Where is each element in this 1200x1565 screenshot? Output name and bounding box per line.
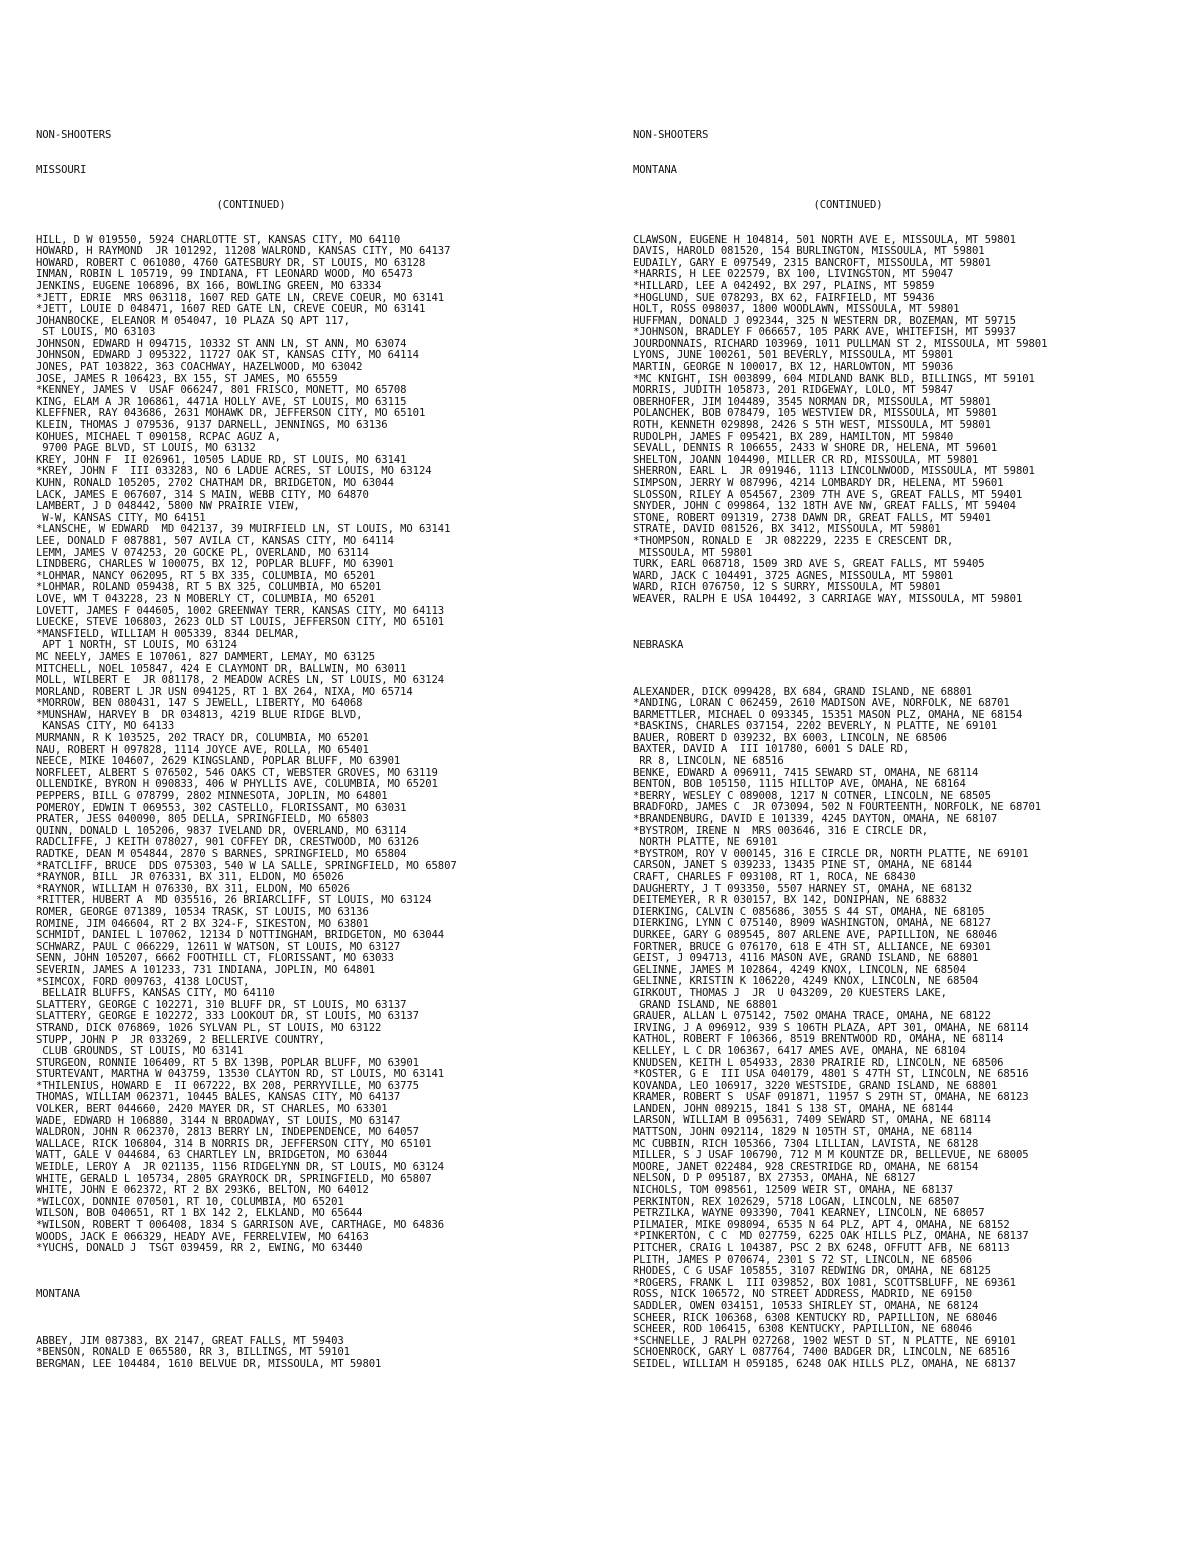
list-item: STUPP, JOHN P JR 033269, 2 BELLERIVE COUNTRY, <box>36 1033 325 1046</box>
list-item: BRADFORD, JAMES C JR 073094, 502 N FOURTEENTH, NORFOLK, NE 68701 <box>633 801 1042 814</box>
list-item: *BENSON, RONALD E 065580, RR 3, BILLINGS, MT 59101 <box>36 1346 350 1359</box>
state-heading: MISSOURI <box>36 163 87 176</box>
list-item: PLITH, JAMES P 070674, 2301 S 72 ST, LINCOLN, NE 68506 <box>633 1253 973 1266</box>
list-item: GRAUER, ALLAN L 075142, 7502 OMAHA TRACE, OMAHA, NE 68122 <box>633 1010 991 1023</box>
list-item: LINDBERG, CHARLES W 100075, BX 12, POPLAR BLUFF, MO 63901 <box>36 558 394 571</box>
list-item: JOHANBOCKE, ELEANOR M 054047, 10 PLAZA SQ APT 117, <box>36 314 350 327</box>
list-item: *YUCHS, DONALD J TSGT 039459, RR 2, EWING, MO 63440 <box>36 1242 363 1255</box>
list-item: DURKEE, GARY G 089545, 807 ARLENE AVE, PAPILLION, NE 68046 <box>633 928 998 941</box>
list-item: *RAYNOR, BILL JR 076331, BX 311, ELDON, MO 65026 <box>36 871 344 884</box>
list-item: ST LOUIS, MO 63103 <box>36 326 156 339</box>
list-item: PITCHER, CRAIG L 104387, PSC 2 BX 6248, OFFUTT AFB, NE 68113 <box>633 1242 1010 1254</box>
list-item: JOURDONNAIS, RICHARD 103969, 1011 PULLMAN ST 2, MISSOULA, MT 59801 <box>633 337 1048 350</box>
list-item: WOODS, JACK E 066329, HEADY AVE, FERRELVIEW, MO 64163 <box>36 1230 369 1243</box>
list-item: *BYSTROM, IRENE N MRS 003646, 316 E CIRCLE DR, <box>633 824 929 837</box>
list-item: WATT, GALE V 044684, 63 CHARTLEY LN, BRIDGETON, MO 63044 <box>36 1149 388 1162</box>
list-item: *MC KNIGHT, ISH 003899, 604 MIDLAND BANK BLD, BILLINGS, MT 59101 <box>633 372 1035 385</box>
list-item: WILSON, BOB 040651, RT 1 BX 142 2, ELKLAND, MO 65644 <box>36 1207 363 1220</box>
list-item: BELLAIR BLUFFS, KANSAS CITY, MO 64110 <box>36 987 275 1000</box>
continued-label: (CONTINUED) <box>813 198 883 211</box>
list-item: *MORROW, BEN 080431, 147 S JEWELL, LIBERTY, MO 64068 <box>36 697 363 710</box>
state-heading-montana: MONTANA <box>36 1287 80 1300</box>
list-item: STRAND, DICK 076869, 1026 SYLVAN PL, ST LOUIS, MO 63122 <box>36 1021 382 1034</box>
list-item: KNUDSEN, KEITH L 054933, 2830 PRAIRIE RD, LINCOLN, NE 68506 <box>633 1056 1004 1069</box>
list-item: LOVETT, JAMES F 044605, 1002 GREENWAY TERR, KANSAS CITY, MO 64113 <box>36 604 445 617</box>
list-item: STONE, ROBERT 091319, 2738 DAWN DR, GREAT FALLS, MT 59401 <box>633 511 991 524</box>
list-item: MARTIN, GEORGE N 100017, BX 12, HARLOWTON, MT 59036 <box>633 361 954 374</box>
list-item: SLOSSON, RILEY A 054567, 2309 7TH AVE S, GREAT FALLS, MT 59401 <box>633 488 1023 501</box>
list-item: DAVIS, HAROLD 081520, 154 BURLINGTON, MISSOULA, MT 59801 <box>633 245 985 258</box>
list-item: WHITE, GERALD L 105734, 2805 GRAYROCK DR, SPRINGFIELD, MO 65807 <box>36 1172 432 1185</box>
list-item: PRATER, JESS 040090, 805 DELLA, SPRINGFIELD, MO 65803 <box>36 813 369 826</box>
list-item: *RITTER, HUBERT A MD 035516, 26 BRIARCLIFF, ST LOUIS, MO 63124 <box>36 894 432 907</box>
list-item: WARD, RICH 076750, 12 S SURRY, MISSOULA, MT 59801 <box>633 581 941 594</box>
list-item: SNYDER, JOHN C 099864, 132 18TH AVE NW, GREAT FALLS, MT 59404 <box>633 500 1016 513</box>
list-item: *LANSCHE, W EDWARD MD 042137, 39 MUIRFIELD LN, ST LOUIS, MO 63141 <box>36 523 451 536</box>
list-item: KOVANDA, LEO 106917, 3220 WESTSIDE, GRAND ISLAND, NE 68801 <box>633 1079 998 1092</box>
list-item: SADDLER, OWEN 034151, 10533 SHIRLEY ST, OMAHA, NE 68124 <box>633 1299 979 1312</box>
section-header: NON-SHOOTERS <box>36 129 112 142</box>
list-item: STRATE, DAVID 081526, BX 3412, MISSOULA, MT 59801 <box>633 523 941 536</box>
entry-list <box>633 235 1193 606</box>
list-item: *KOSTER, G E III USA 040179, 4801 S 47TH ST, LINCOLN, NE 68516 <box>633 1068 1029 1081</box>
section-header: NON-SHOOTERS <box>633 129 709 142</box>
list-item: *ROGERS, FRANK L III 039852, BOX 1081, SCOTTSBLUFF, NE 69361 <box>633 1276 1016 1289</box>
list-item: KOHUES, MICHAEL T 090158, RCPAC AGUZ A, <box>36 430 281 443</box>
state-heading: MONTANA <box>633 163 677 176</box>
list-item: KUHN, RONALD 105205, 2702 CHATHAM DR, BRIDGETON, MO 63044 <box>36 477 394 489</box>
list-item: MC CUBBIN, RICH 105366, 7304 LILLIAN, LAVISTA, NE 68128 <box>633 1137 979 1150</box>
list-item: SENN, JOHN 105207, 6662 FOOTHILL CT, FLORISSANT, MO 63033 <box>36 952 394 965</box>
list-item: DIERKING, CALVIN C 085686, 3055 S 44 ST, OMAHA, NE 68105 <box>633 905 985 918</box>
list-item: KING, ELAM A JR 106861, 4471A HOLLY AVE, ST LOUIS, MO 63115 <box>36 395 407 408</box>
list-item: *THILENIUS, HOWARD E II 067222, BX 208, PERRYVILLE, MO 63775 <box>36 1079 419 1092</box>
entry-list <box>36 235 596 1255</box>
list-item: WEAVER, RALPH E USA 104492, 3 CARRIAGE WAY, MISSOULA, MT 59801 <box>633 592 1023 605</box>
list-item: PILMAIER, MIKE 098094, 6535 N 64 PLZ, APT 4, OMAHA, NE 68152 <box>633 1218 1010 1231</box>
list-item: LEE, DONALD F 087881, 507 AVILA CT, KANSAS CITY, MO 64114 <box>36 534 394 547</box>
list-item: LYONS, JUNE 100261, 501 BEVERLY, MISSOULA, MT 59801 <box>633 349 954 362</box>
list-item: WALLACE, RICK 106804, 314 B NORRIS DR, JEFFERSON CITY, MO 65101 <box>36 1137 432 1150</box>
list-item: MC NEELY, JAMES E 107061, 827 DAMMERT, LEMAY, MO 63125 <box>36 650 376 663</box>
list-item: LACK, JAMES E 067607, 314 S MAIN, WEBB CITY, MO 64870 <box>36 488 369 501</box>
list-item: KRAMER, ROBERT S USAF 091871, 11957 S 29TH ST, OMAHA, NE 68123 <box>633 1091 1029 1104</box>
list-item: WEIDLE, LEROY A JR 021135, 1156 RIDGELYNN DR, ST LOUIS, MO 63124 <box>36 1161 445 1174</box>
list-item: CRAFT, CHARLES F 093108, RT 1, ROCA, NE 68430 <box>633 871 916 883</box>
right-column <box>633 107 1193 1382</box>
list-item: *MUNSHAW, HARVEY B DR 034813, 4219 BLUE RIDGE BLVD, <box>36 708 363 721</box>
left-column <box>36 107 596 1382</box>
list-item: *BERRY, WESLEY C 089008, 1217 N COTNER, LINCOLN, NE 68505 <box>633 789 991 802</box>
list-item: OLLENDIKE, BYRON H 090833, 406 W PHYLLIS AVE, COLUMBIA, MO 65201 <box>36 778 438 791</box>
list-item: WHITE, JOHN E 062372, RT 2 BX 293K6, BELTON, MO 64012 <box>36 1184 369 1197</box>
list-item: ROMINE, JIM 046604, RT 2 BX 324-F, SIKESTON, MO 63801 <box>36 917 369 930</box>
list-item: *RAYNOR, WILLIAM H 076330, BX 311, ELDON, MO 65026 <box>36 882 350 895</box>
list-item: RUDOLPH, JAMES F 095421, BX 289, HAMILTON, MT 59840 <box>633 430 954 443</box>
list-item: APT 1 NORTH, ST LOUIS, MO 63124 <box>36 639 237 652</box>
list-item: *BASKINS, CHARLES 037154, 2202 BEVERLY, N PLATTE, NE 69101 <box>633 720 998 733</box>
list-item: NELSON, D P 095187, BX 27353, OMAHA, NE 68127 <box>633 1172 916 1185</box>
list-item: LOVE, WM T 043228, 23 N MOBERLY CT, COLUMBIA, MO 65201 <box>36 592 376 605</box>
list-item: KREY, JOHN F II 026961, 10505 LADUE RD, ST LOUIS, MO 63141 <box>36 453 407 466</box>
continued-label: (CONTINUED) <box>216 198 286 211</box>
list-item: POLANCHEK, BOB 078479, 105 WESTVIEW DR, MISSOULA, MT 59801 <box>633 407 998 420</box>
list-item: *HOGLUND, SUE 078293, BX 62, FAIRFIELD, MT 59436 <box>633 291 935 304</box>
list-item: BENTON, BOB 105150, 1115 HILLTOP AVE, OMAHA, NE 68164 <box>633 778 966 791</box>
list-item: QUINN, DONALD L 105206, 9837 IVELAND DR, OVERLAND, MO 63114 <box>36 824 407 837</box>
list-item: *WILCOX, DONNIE 070501, RT 10, COLUMBIA, MO 65201 <box>36 1195 344 1208</box>
list-item: *THOMPSON, RONALD E JR 082229, 2235 E CRESCENT DR, <box>633 534 954 547</box>
list-item: SCHMIDT, DANIEL L 107062, 12134 D NOTTINGHAM, BRIDGETON, MO 63044 <box>36 929 445 942</box>
list-item: HOWARD, ROBERT C 061080, 4760 GATESBURY DR, ST LOUIS, MO 63128 <box>36 256 426 269</box>
list-item: PETRZILKA, WAYNE 093390, 7041 KEARNEY, LINCOLN, NE 68057 <box>633 1207 985 1220</box>
list-item: LEMM, JAMES V 074253, 20 GOCKE PL, OVERLAND, MO 63114 <box>36 546 369 559</box>
list-item: SEVERIN, JAMES A 101233, 731 INDIANA, JOPLIN, MO 64801 <box>36 963 376 976</box>
list-item: BAXTER, DAVID A III 101780, 6001 S DALE RD, <box>633 743 910 756</box>
list-item: SLATTERY, GEORGE E 102272, 333 LOOKOUT DR, ST LOUIS, MO 63137 <box>36 1010 419 1023</box>
list-item: NAU, ROBERT H 097828, 1114 JOYCE AVE, ROLLA, MO 65401 <box>36 743 369 756</box>
list-item: *JETT, EDRIE MRS 063118, 1607 RED GATE LN, CREVE COEUR, MO 63141 <box>36 291 445 304</box>
list-item: *BYSTROM, ROY V 000145, 316 E CIRCLE DR, NORTH PLATTE, NE 69101 <box>633 847 1029 860</box>
list-item: MORRIS, JUDITH 105873, 201 RIDGEWAY, LOLO, MT 59847 <box>633 384 954 397</box>
list-item: RHODES, C G USAF 105855, 3107 REDWING DR, OMAHA, NE 68125 <box>633 1265 991 1278</box>
list-item: THOMAS, WILLIAM 062371, 10445 BALES, KANSAS CITY, MO 64137 <box>36 1091 401 1104</box>
list-item: RADTKE, DEAN M 054844, 2870 S BARNES, SPRINGFIELD, MO 65804 <box>36 848 407 860</box>
list-item: SHERRON, EARL L JR 091946, 1113 LINCOLNWOOD, MISSOULA, MT 59801 <box>633 465 1035 478</box>
list-item: WALDRON, JOHN R 062370, 2813 BERRY LN, INDEPENDENCE, MO 64057 <box>36 1126 419 1139</box>
list-item: FORTNER, BRUCE G 076170, 618 E 4TH ST, ALLIANCE, NE 69301 <box>633 940 991 953</box>
list-item: W-W, KANSAS CITY, MO 64151 <box>36 511 206 524</box>
list-item: ROMER, GEORGE 071389, 10534 TRASK, ST LOUIS, MO 63136 <box>36 905 369 918</box>
list-item: ROSS, NICK 106572, NO STREET ADDRESS, MADRID, NE 69150 <box>633 1288 973 1301</box>
list-item: HOWARD, H RAYMOND JR 101292, 11208 WALROND, KANSAS CITY, MO 64137 <box>36 245 451 258</box>
list-item: BAUER, ROBERT D 039232, BX 6003, LINCOLN, NE 68506 <box>633 731 947 744</box>
list-item: *RATCLIFF, BRUCE DDS 075303, 540 W LA SALLE, SPRINGFIELD, MO 65807 <box>36 859 457 872</box>
list-item: SCHOENROCK, GARY L 087764, 7400 BADGER DR, LINCOLN, NE 68516 <box>633 1346 1010 1359</box>
list-item: BERGMAN, LEE 104484, 1610 BELVUE DR, MISSOULA, MT 59801 <box>36 1357 382 1370</box>
list-item: *MANSFIELD, WILLIAM H 005339, 8344 DELMAR, <box>36 627 300 640</box>
list-item: SEVALL, DENNIS R 106655, 2433 W SHORE DR, HELENA, MT 59601 <box>633 442 998 455</box>
list-item: MOLL, WILBERT E JR 081178, 2 MEADOW ACRES LN, ST LOUIS, MO 63124 <box>36 674 445 687</box>
list-item: *SIMCOX, FORD 009763, 4138 LOCUST, <box>36 975 250 988</box>
list-item: EUDAILY, GARY E 097549, 2315 BANCROFT, MISSOULA, MT 59801 <box>633 256 991 269</box>
list-item: JOHNSON, EDWARD H 094715, 10332 ST ANN LN, ST ANN, MO 63074 <box>36 337 407 350</box>
list-item: DAUGHERTY, J T 093350, 5507 HARNEY ST, OMAHA, NE 68132 <box>633 882 973 895</box>
list-item: NEECE, MIKE 104607, 2629 KINGSLAND, POPLAR BLUFF, MO 63901 <box>36 755 401 768</box>
list-item: ROTH, KENNETH 029898, 2426 S 5TH WEST, MISSOULA, MT 59801 <box>633 419 991 432</box>
list-item: LUECKE, STEVE 106803, 2623 OLD ST LOUIS, JEFFERSON CITY, MO 65101 <box>36 616 445 629</box>
list-item: MITCHELL, NOEL 105847, 424 E CLAYMONT DR, BALLWIN, MO 63011 <box>36 662 407 675</box>
list-item: *BRANDENBURG, DAVID E 101339, 4245 DAYTON, OMAHA, NE 68107 <box>633 813 998 826</box>
list-item: BARMETTLER, MICHAEL O 093345, 15351 MASON PLZ, OMAHA, NE 68154 <box>633 708 1023 721</box>
list-item: GELINNE, KRISTIN K 106220, 4249 KNOX, LINCOLN, NE 68504 <box>633 975 979 988</box>
list-item: SIMPSON, JERRY W 087996, 4214 LOMBARDY DR, HELENA, MT 59601 <box>633 477 1004 489</box>
list-item: *LOHMAR, NANCY 062095, RT 5 BX 335, COLUMBIA, MO 65201 <box>36 569 376 582</box>
list-item: 9700 PAGE BLVD, ST LOUIS, MO 63132 <box>36 442 256 455</box>
list-item: KLEFFNER, RAY 043686, 2631 MOHAWK DR, JEFFERSON CITY, MO 65101 <box>36 407 426 420</box>
list-item: *HARRIS, H LEE 022579, BX 100, LIVINGSTON, MT 59047 <box>633 268 954 281</box>
list-item: JOHNSON, EDWARD J 095322, 11727 OAK ST, KANSAS CITY, MO 64114 <box>36 349 419 362</box>
list-item: NORTH PLATTE, NE 69101 <box>633 836 778 849</box>
list-item: JOSE, JAMES R 106423, BX 155, ST JAMES, MO 65559 <box>36 372 338 385</box>
list-item: KELLEY, L C DR 106367, 6417 AMES AVE, OMAHA, NE 68104 <box>633 1044 966 1057</box>
list-item: DEITEMEYER, R R 030157, BX 142, DONIPHAN, NE 68832 <box>633 894 947 907</box>
list-item: *LOHMAR, ROLAND 059438, RT 5 BX 325, COLUMBIA, MO 65201 <box>36 581 382 594</box>
list-item: WADE, EDWARD H 106880, 3144 N BROADWAY, ST LOUIS, MO 63147 <box>36 1114 401 1127</box>
list-item: ALEXANDER, DICK 099428, BX 684, GRAND ISLAND, NE 68801 <box>633 685 973 698</box>
list-item: JONES, PAT 103822, 363 COACHWAY, HAZELWOOD, MO 63042 <box>36 361 363 374</box>
list-item: DIERKING, LYNN C 075140, 8909 WASHINGTON, OMAHA, NE 68127 <box>633 917 991 930</box>
list-item: RR 8, LINCOLN, NE 68516 <box>633 755 784 768</box>
list-item: *KREY, JOHN F III 033283, NO 6 LADUE ACRES, ST LOUIS, MO 63124 <box>36 465 432 478</box>
list-item: *KENNEY, JAMES V USAF 066247, 801 FRISCO, MONETT, MO 65708 <box>36 384 407 397</box>
list-item: OBERHOFER, JIM 104489, 3545 NORMAN DR, MISSOULA, MT 59801 <box>633 395 991 408</box>
list-item: LARSON, WILLIAM B 095631, 7409 SEWARD ST, OMAHA, NE 68114 <box>633 1114 991 1127</box>
list-item: *JOHNSON, BRADLEY F 066657, 105 PARK AVE, WHITEFISH, MT 59937 <box>633 326 1016 339</box>
list-item: PEPPERS, BILL G 078799, 2802 MINNESOTA, JOPLIN, MO 64801 <box>36 790 388 803</box>
list-item: SEIDEL, WILLIAM H 059185, 6248 OAK HILLS PLZ, OMAHA, NE 68137 <box>633 1357 1016 1370</box>
list-item: SLATTERY, GEORGE C 102271, 310 BLUFF DR, ST LOUIS, MO 63137 <box>36 998 407 1011</box>
list-item: VOLKER, BERT 044660, 2420 MAYER DR, ST CHARLES, MO 63301 <box>36 1103 388 1116</box>
list-item: GRAND ISLAND, NE 68801 <box>633 998 778 1011</box>
list-item: NORFLEET, ALBERT S 076502, 546 OAKS CT, WEBSTER GROVES, MO 63119 <box>36 766 438 779</box>
list-item: SCHWARZ, PAUL C 066229, 12611 W WATSON, ST LOUIS, MO 63127 <box>36 940 401 953</box>
list-item: *WILSON, ROBERT T 006408, 1834 S GARRISON AVE, CARTHAGE, MO 64836 <box>36 1219 445 1231</box>
list-item: HILL, D W 019550, 5924 CHARLOTTE ST, KANSAS CITY, MO 64110 <box>36 233 401 246</box>
list-item: KATHOL, ROBERT F 106366, 8519 BRENTWOOD RD, OMAHA, NE 68114 <box>633 1033 1004 1046</box>
list-item: CARSON, JANET S 039233, 13435 PINE ST, OMAHA, NE 68144 <box>633 859 973 872</box>
entry-list-montana <box>36 1336 596 1371</box>
list-item: PERKINTON, REX 102629, 5718 LOGAN, LINCOLN, NE 68507 <box>633 1195 960 1208</box>
list-item: GEIST, J 094713, 4116 MASON AVE, GRAND ISLAND, NE 68801 <box>633 952 979 965</box>
list-item: NICHOLS, TOM 098561, 12509 WEIR ST, OMAHA, NE 68137 <box>633 1184 954 1197</box>
list-item: *PINKERTON, C C MD 027759, 6225 OAK HILLS PLZ, OMAHA, NE 68137 <box>633 1230 1029 1243</box>
list-item: HOLT, ROSS 098037, 1800 WOODLAWN, MISSOULA, MT 59801 <box>633 303 960 316</box>
list-item: *HILLARD, LEE A 042492, BX 297, PLAINS, MT 59859 <box>633 279 935 292</box>
list-item: RADCLIFFE, J KEITH 078027, 901 COFFEY DR, CRESTWOOD, MO 63126 <box>36 836 419 849</box>
list-item: STURGEON, RONNIE 106409, RT 5 BX 139B, POPLAR BLUFF, MO 63901 <box>36 1056 419 1069</box>
list-item: IRVING, J A 096912, 939 S 106TH PLAZA, APT 301, OMAHA, NE 68114 <box>633 1021 1029 1034</box>
list-item: CLAWSON, EUGENE H 104814, 501 NORTH AVE E, MISSOULA, MT 59801 <box>633 233 1016 246</box>
list-item: MISSOULA, MT 59801 <box>633 546 753 559</box>
list-item: MATTSON, JOHN 092114, 1829 N 105TH ST, OMAHA, NE 68114 <box>633 1126 973 1139</box>
entry-list-nebraska <box>633 687 1193 1371</box>
list-item: ABBEY, JIM 087383, BX 2147, GREAT FALLS, MT 59403 <box>36 1334 344 1347</box>
list-item: LANDEN, JOHN 089215, 1841 S 138 ST, OMAHA, NE 68144 <box>633 1102 954 1115</box>
state-heading-nebraska: NEBRASKA <box>633 638 684 651</box>
list-item: MOORE, JANET 022484, 928 CRESTRIDGE RD, OMAHA, NE 68154 <box>633 1160 979 1173</box>
list-item: *JETT, LOUIE D 048471, 1607 RED GATE LN, CREVE COEUR, MO 63141 <box>36 303 426 316</box>
list-item: POMEROY, EDWIN T 069553, 302 CASTELLO, FLORISSANT, MO 63031 <box>36 801 407 814</box>
list-item: SCHEER, ROD 106415, 6308 KENTUCKY, PAPILLION, NE 68046 <box>633 1323 973 1336</box>
list-item: *SCHNELLE, J RALPH 027268, 1902 WEST D ST, N PLATTE, NE 69101 <box>633 1334 1016 1347</box>
list-item: JENKINS, EUGENE 106896, BX 166, BOWLING GREEN, MO 63334 <box>36 279 382 292</box>
list-item: WARD, JACK C 104491, 3725 AGNES, MISSOULA, MT 59801 <box>633 569 954 582</box>
list-item: HUFFMAN, DONALD J 092344, 325 N WESTERN DR, BOZEMAN, MT 59715 <box>633 314 1016 327</box>
list-item: GELINNE, JAMES M 102864, 4249 KNOX, LINCOLN, NE 68504 <box>633 963 966 976</box>
list-item: KLEIN, THOMAS J 079536, 9137 DARNELL, JENNINGS, MO 63136 <box>36 419 388 432</box>
list-item: INMAN, ROBIN L 105719, 99 INDIANA, FT LEONARD WOOD, MO 65473 <box>36 268 413 281</box>
list-item: MILLER, S J USAF 106790, 712 M M KOUNTZE DR, BELLEVUE, NE 68005 <box>633 1149 1029 1162</box>
list-item: LAMBERT, J D 048442, 5800 NW PRAIRIE VIEW, <box>36 500 300 513</box>
list-item: GIRKOUT, THOMAS J JR U 043209, 20 KUESTERS LAKE, <box>633 986 947 999</box>
list-item: SHELTON, JOANN 104490, MILLER CR RD, MISSOULA, MT 59801 <box>633 453 979 466</box>
list-item: STURTEVANT, MARTHA W 043759, 13530 CLAYTON RD, ST LOUIS, MO 63141 <box>36 1068 445 1081</box>
list-item: *ANDING, LORAN C 062459, 2610 MADISON AVE, NORFOLK, NE 68701 <box>633 697 1010 710</box>
list-item: TURK, EARL 068718, 1509 3RD AVE S, GREAT FALLS, MT 59405 <box>633 558 985 571</box>
list-item: KANSAS CITY, MO 64133 <box>36 720 175 733</box>
list-item: MORLAND, ROBERT L JR USN 094125, RT 1 BX 264, NIXA, MO 65714 <box>36 685 413 698</box>
list-item: SCHEER, RICK 106368, 6308 KENTUCKY RD, PAPILLION, NE 68046 <box>633 1311 998 1324</box>
list-item: MURMANN, R K 103525, 202 TRACY DR, COLUMBIA, MO 65201 <box>36 732 369 745</box>
list-item: CLUB GROUNDS, ST LOUIS, MO 63141 <box>36 1045 244 1058</box>
list-item: BENKE, EDWARD A 096911, 7415 SEWARD ST, OMAHA, NE 68114 <box>633 766 979 779</box>
